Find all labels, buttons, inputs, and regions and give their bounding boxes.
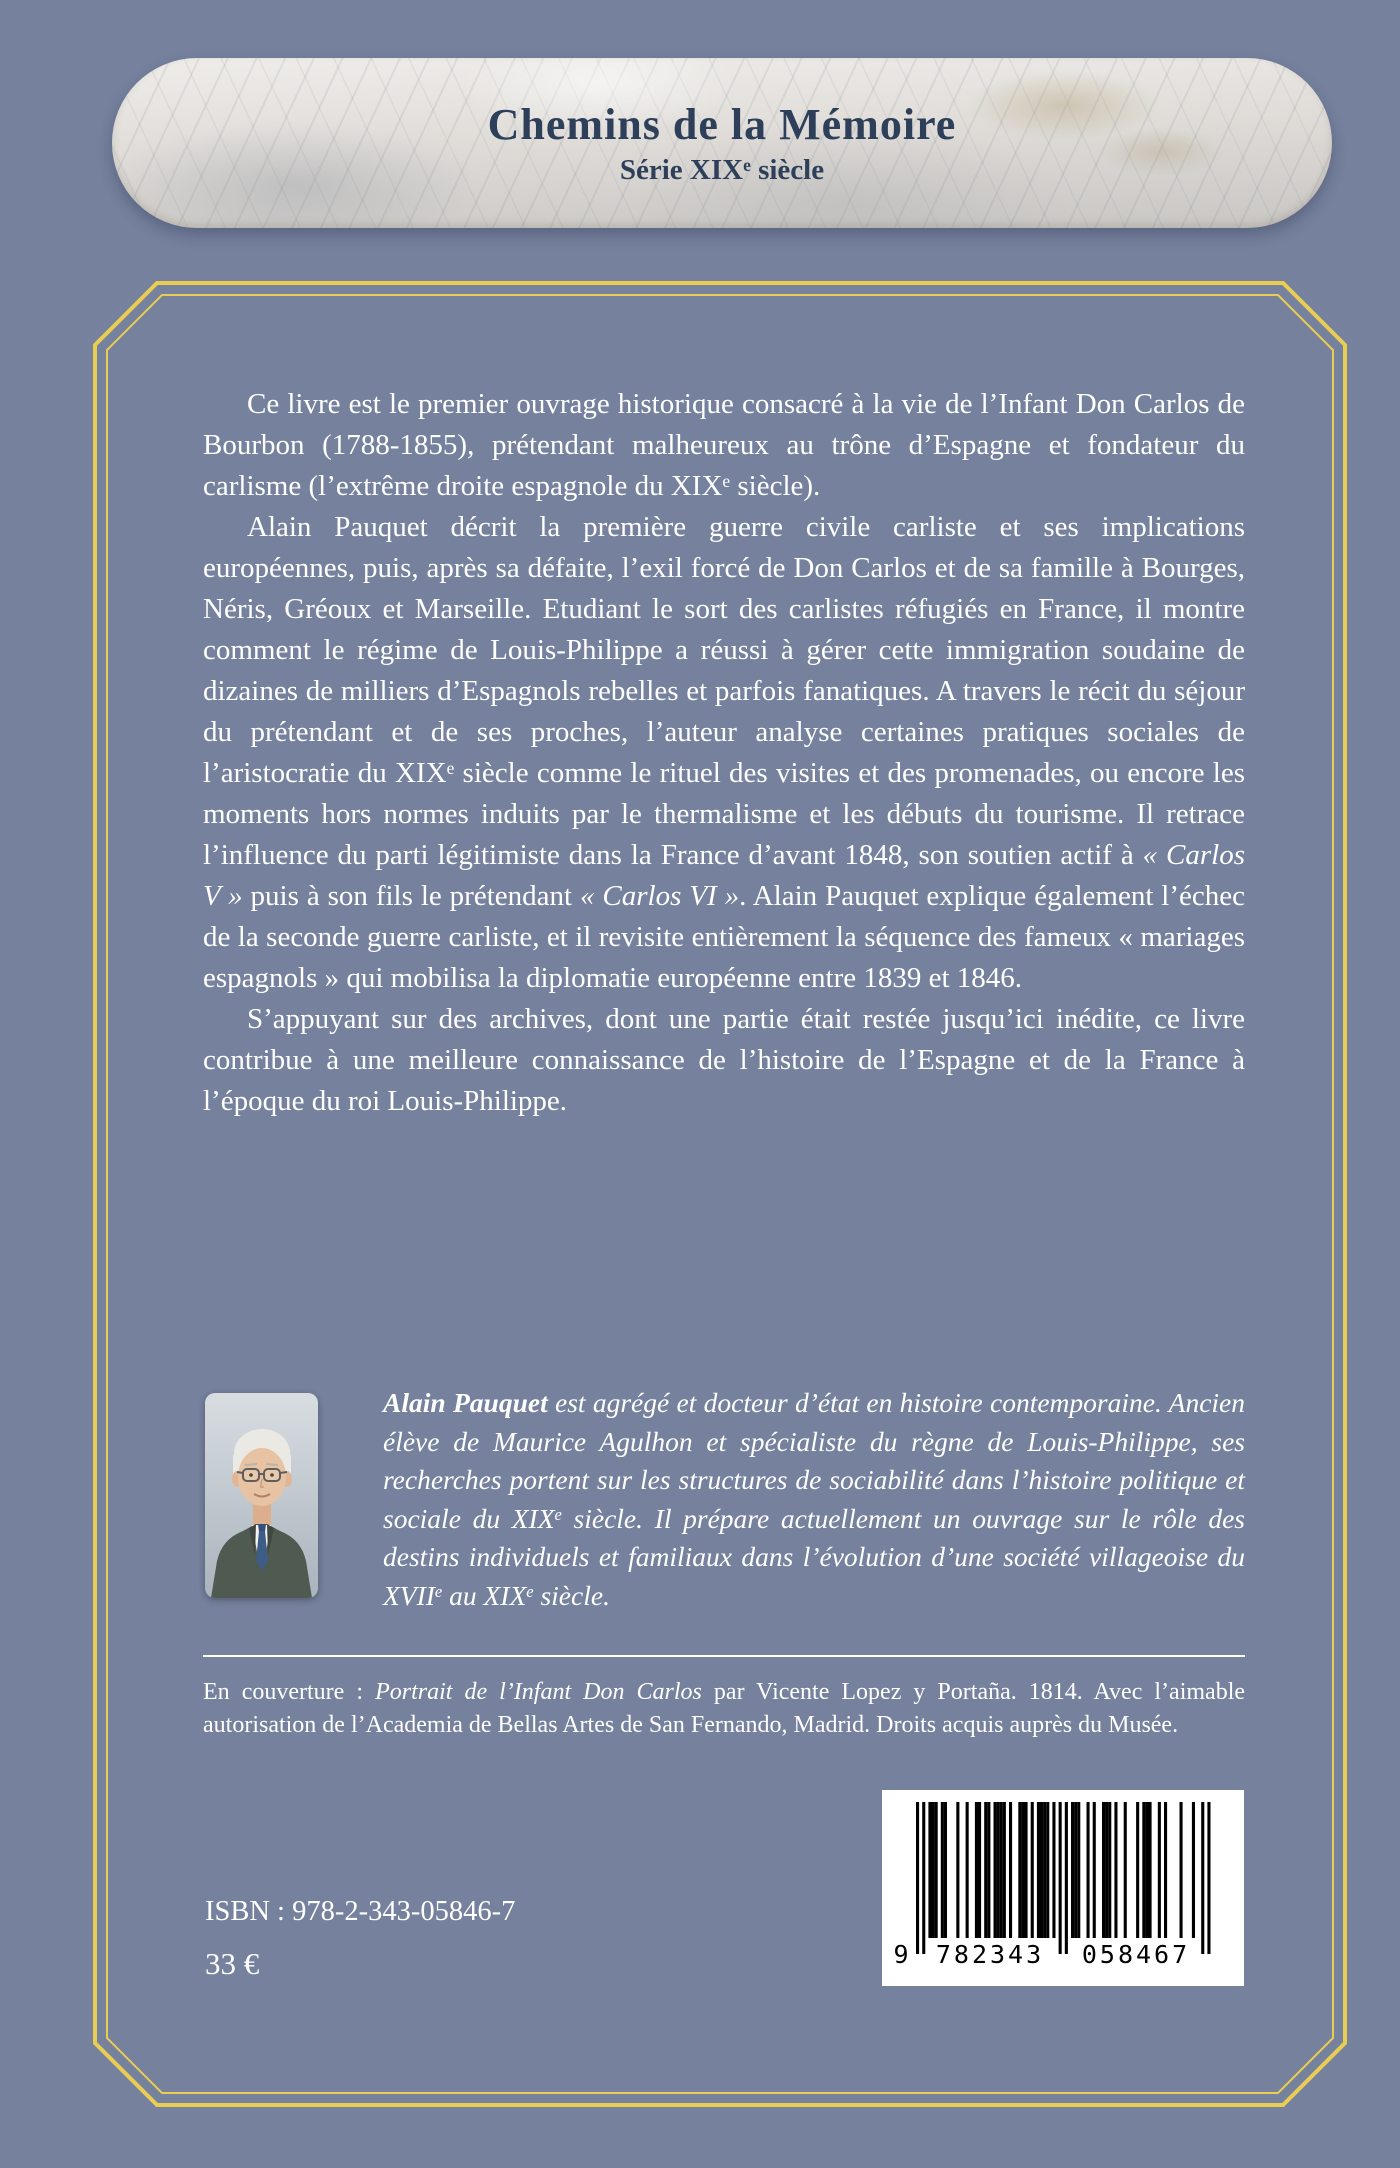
synopsis-paragraph-1: Ce livre est le premier ouvrage historique consacré à la vie de l’Infant Don Carlos de Bourbon (1788-1855), prétendant malheureux au trône d’Espagne et fondateur du carlisme (l’extrême droite espagnole du XIXe siècle).: [203, 388, 1245, 502]
barcode-digit-group2: 058467: [1081, 1940, 1191, 1969]
series-subtitle: Série XIXe siècle: [619, 154, 825, 186]
divider-rule: [203, 1655, 1245, 1657]
isbn-label: ISBN : 978-2-343-05846-7: [205, 1896, 516, 1927]
author-photo: [205, 1393, 318, 1598]
barcode-bars: [916, 1802, 1211, 1954]
cover-credit: En couverture : Portrait de l’Infant Don Carlos par Vicente Lopez y Portaña. 1814. Avec l’aimable autorisation de l’Academia de Bellas Artes de San Fernando, Madrid. Droits acquis auprès du Musée.: [203, 1679, 1246, 1738]
barcode-digit-prefix: 9: [893, 1940, 909, 1969]
barcode: [882, 1790, 1244, 1986]
barcode-digit-group1: 782343: [935, 1940, 1045, 1969]
author-portrait-illustration: [205, 1393, 318, 1598]
synopsis-paragraph-2: Alain Pauquet décrit la première guerre civile carliste et ses implications européennes, puis, après sa défaite, l’exil forcé de Don Carlos et de sa famille à Bourges, Néris, Gréoux et Marseille. Etudiant le sort des carlistes réfugiés en France, il montre comment le régime de Louis-Philippe a réussi à gérer cette immigration soudaine de dizaines de milliers d’Espagnols rebelles et parfois fanatiques. A travers le récit du séjour du prétendant et de ses proches, l’auteur analyse certaines pratiques sociales de l’aristocratie du XIXe siècle comme le rituel des visites et des promenades, ou encore les moments hors normes induits par le thermalisme et les débuts du tourisme. Il retrace l’influence du parti légitimiste dans la France d’avant 1848, son soutien actif à « Carlos V » puis à son fils le prétendant « Carlos VI ». Alain Pauquet explique également l’échec de la seconde guerre carliste, et il revisite entièrement la séquence des fameux « mariages espagnols » qui mobilisa la diplomatie européenne entre 1839 et 1846.: [203, 511, 1246, 994]
synopsis: [203, 384, 1245, 1122]
series-title: Chemins de la Mémoire: [487, 100, 957, 149]
author-bio: Alain Pauquet est agrégé et docteur d’état en histoire contemporaine. Ancien élève de Maurice Agulhon et spécialiste du règne de Louis-Philippe, ses recherches portent sur les structures de sociabilité dans l’histoire politique et sociale du XIXe siècle. Il prépare actuellement un ouvrage sur le rôle des destins individuels et familiaux dans l’évolution d’une société villageoise du XVIIe au XIXe siècle.: [383, 1387, 1245, 1611]
price-label: 33 €: [205, 1946, 260, 1981]
synopsis-paragraph-3: S’appuyant sur des archives, dont une partie était restée jusqu’ici inédite, ce livre contribue à une meilleure connaissance de l’histoire de l’Espagne et de la France à l’époque du roi Louis-Philippe.: [203, 1003, 1245, 1117]
